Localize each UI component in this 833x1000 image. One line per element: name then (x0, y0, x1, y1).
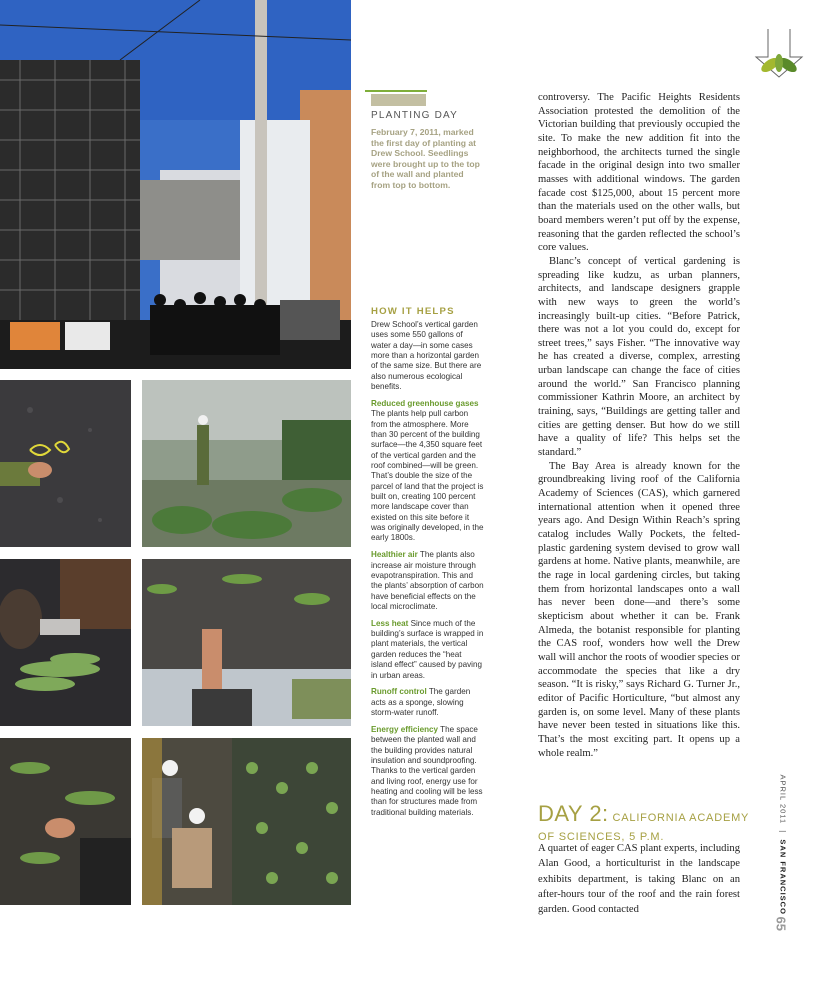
helps-item-title: Runoff control (371, 687, 427, 697)
kicker-tag-bar (371, 94, 426, 106)
article-body (538, 91, 740, 760)
article-paragraph: Blanc’s concept of vertical gardening is spreading like kudzu, as urban planners, architects, and landscape designers grapple with new ways to green the world’s increasingly built-up cities. “Before Patrick, there was not a lot you could do, except for street trees,” says Fisher. “The innovative way he has created a diverse, complex, arresting urban landscape can change the face of cities around the world.” San Francisco planning commissioner Kathrin Moore, an architect by training, says, “Buildings are getting taller and cities are getting denser. But how do we still have a quality of life? This helps set the standard.” (538, 255, 740, 459)
helps-item (371, 550, 484, 612)
page-number: 65 (773, 916, 789, 931)
folio-magazine: SAN FRANCISCO (778, 839, 788, 915)
how-it-helps-list (371, 320, 484, 824)
helps-item-text: The plants also increase air moisture through evapotranspiration. This and the plants’ absorption of carbon have beneficial effects on the local microclimate. (371, 550, 484, 611)
photo-hands-planting-wall (0, 738, 131, 905)
helps-item (371, 687, 484, 718)
helps-item (371, 725, 484, 818)
photo-workers-on-scaffold (142, 738, 351, 905)
photo-hands-with-plants (0, 559, 131, 726)
helps-item (371, 619, 484, 681)
kicker-rule (365, 90, 427, 92)
folio-date: APRIL 2011 (778, 774, 788, 825)
day-heading-rest: CALIFORNIA ACADEMY (608, 812, 750, 824)
helps-item-title: Energy efficiency (371, 724, 439, 734)
kicker-planting-day: PLANTING DAY (371, 110, 459, 121)
helps-item-text: The plants help pull carbon from the atmosphere. More than 30 percent of the building surface—the 4,350 square feet of the vertical garden and the roof combined—will be green. That’s double the size of the parcel of land that the project is built on, creating 100 percent more landscape cover than existed on this site before it was originally developed, in the early 1800s. (371, 409, 484, 543)
section-heading-day-2 (538, 801, 758, 845)
leaf-logo-icon (754, 27, 804, 79)
article-paragraph: The Bay Area is already known for the groundbreaking living roof of the California Academy of Sciences (CAS), which garnered international attention when it opened three years ago. And Design Within Reach’s spring catalog includes Wally Pockets, the felted-plastic gardening system devised to grow wall gardens at home. Native plants, meanwhile, are the rage in local gardening circles, but taking them from horizontal landscapes onto a wall has never been done—and there’s some skepticism about whether it can be. Frank Almeda, the botanist responsible for planting the CAS roof, wonders how well the Drew wall will anchor the roots of woodier species or accommodate the species that like a dry season. “It is risky,” says Richard G. Turner Jr., editor of Pacific Horticulture, “but almost any garden is, on some level. Many of these plants have never been tested in situations like this. That’s the most exciting part. It opens up a whole realm.” (538, 460, 740, 759)
helps-item-title: Less heat (371, 618, 409, 628)
helps-item-text: The space between the planted wall and the building provides natural insulation and soundproofing. Thanks to the vertical garden and living roof, energy use for heating and cooling will be less than for structures made from traditional building materials. (371, 724, 483, 817)
how-it-helps-heading: HOW IT HELPS (371, 306, 455, 317)
day-heading-big: DAY 2: (538, 801, 609, 826)
helps-item-title: Reduced greenhouse gases (371, 398, 479, 408)
article-paragraph: controversy. The Pacific Heights Residents Association protested the demolition of the Victorian building that previously occupied the site. To make the new addition fit into the neighborhood, the architects turned the single facade in the original design into two smaller masses with additional windows. The garden facade cost $125,000, about 15 percent more than the materials used on the other walls, but board members weren’t put off by the expense, reasoning that the garden reflected the school’s core values. (538, 92, 740, 254)
helps-item-title: Healthier air (371, 550, 418, 560)
helps-item (371, 399, 484, 544)
photo-wall-numbering (0, 380, 131, 547)
photo-courtyard-seedlings (142, 380, 351, 547)
article-paragraph-day-2: A quartet of eager CAS plant experts, including Alan Good, a horticulturist in the landscape exhibits department, is taking Blanc on an after-hours tour of the roof and the rain forest garden. Good contacted (538, 843, 740, 916)
folio-text: APRIL 2011 | SAN FRANCISCO (778, 774, 788, 915)
photo-building-scaffolding (0, 0, 351, 369)
helps-intro: Drew School’s vertical garden uses some 550 gallons of water a day—in some cases more than a horizontal garden of the same size. But there are also numerous ecological benefits. (371, 320, 482, 392)
helps-item-text: Since much of the building’s surface is wrapped in plant materials, the vertical garden reduces the “heat island effect” caused by paving in urban areas. (371, 618, 484, 680)
helps-item-text: The garden acts as a sponge, slowing storm-water runoff. (371, 687, 471, 718)
day-heading-line2: OF SCIENCES, 5 P.M. (538, 831, 665, 843)
photo-planting-wall-from-below (142, 559, 351, 726)
photo-caption: February 7, 2011, marked the first day of planting at Drew School. Seedlings were brought up to the top of the wall and planted from top to bottom. (371, 127, 480, 190)
